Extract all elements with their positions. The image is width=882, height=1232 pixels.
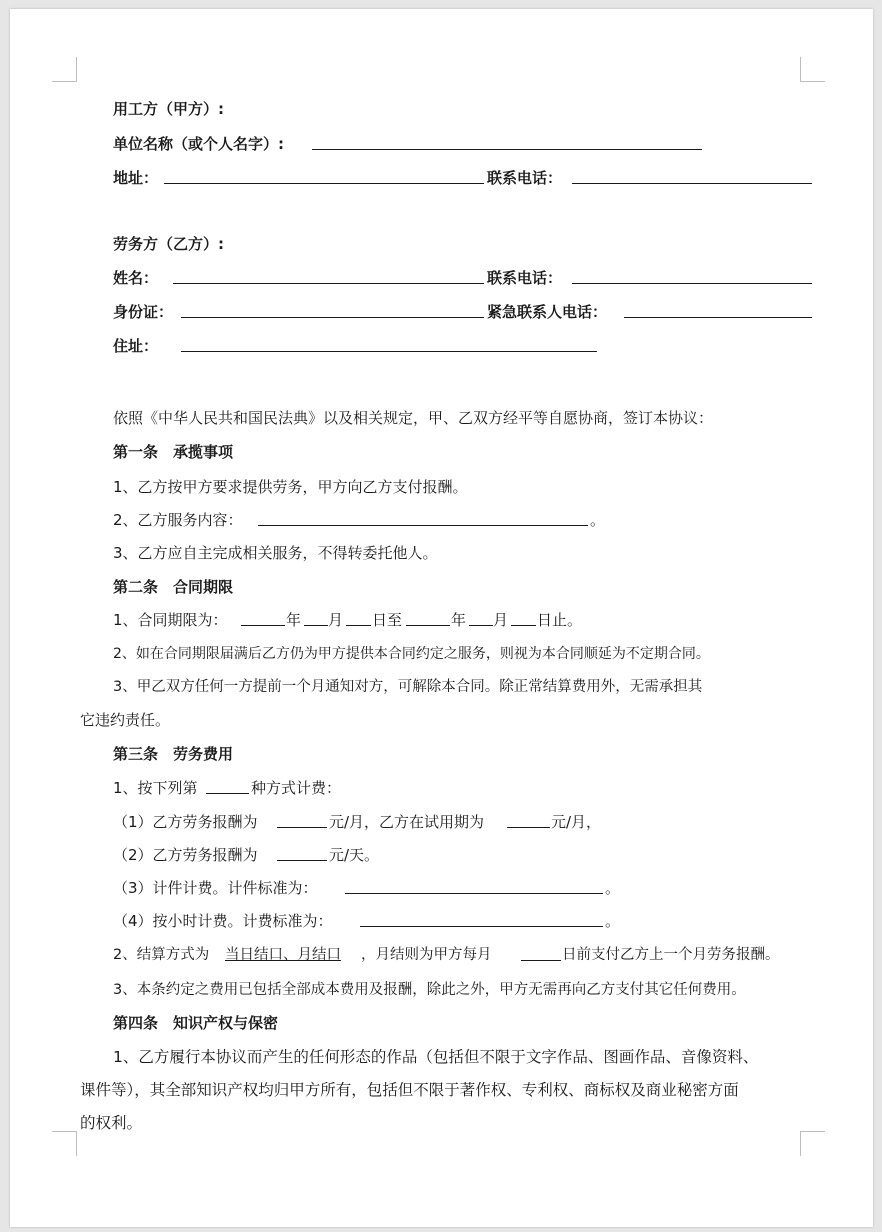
party-b-heading: 劳务方（乙方）: [113, 235, 224, 253]
payment-day-blank[interactable] [521, 945, 561, 961]
article-1-item-2-label: 2、乙方服务内容： [113, 511, 243, 529]
article-4-item-1-line-3: 的权利。 [80, 1114, 143, 1132]
billing-method-blank[interactable] [206, 778, 249, 794]
piece-rate-blank[interactable] [345, 878, 603, 894]
article-1-heading: 第一条 承揽事项 [113, 443, 234, 461]
end-year-unit: 年 [451, 611, 467, 629]
option-4-end: 。 [605, 912, 621, 930]
end-month-unit: 月 [493, 611, 509, 629]
monthly-pay-blank[interactable] [277, 812, 327, 828]
residence-label: 住址： [113, 337, 159, 355]
emergency-phone-blank[interactable] [624, 302, 812, 318]
article-1-item-3: 3、乙方应自主完成相关服务，不得转委托他人。 [113, 544, 438, 562]
article-1-item-2-end: 。 [590, 511, 606, 529]
start-month-unit: 月 [328, 611, 344, 629]
article-1-item-1: 1、乙方按甲方要求提供劳务，甲方向乙方支付报酬。 [113, 478, 468, 496]
name-label: 姓名： [113, 269, 159, 287]
settlement-method-options[interactable]: 当日结口、月结口 [225, 947, 341, 963]
article-3-item-2-middle: ，月结则为甲方每月 [361, 947, 492, 963]
start-year-blank[interactable] [241, 610, 285, 626]
hourly-rate-blank[interactable] [360, 911, 603, 927]
article-2-heading: 第二条 合同期限 [113, 578, 234, 596]
daily-pay-blank[interactable] [277, 845, 327, 861]
article-3-item-3: 3、本条约定之费用已包括全部成本费用及报酬，除此之外，甲方无需再向乙方支付其它任何费用。 [113, 982, 746, 998]
margin-corner-mark [800, 1131, 825, 1156]
start-year-unit: 年 [286, 611, 302, 629]
option-2-end: 元/天。 [329, 846, 380, 864]
article-3-item-1-end: 种方式计费： [251, 779, 342, 797]
option-3-label: （3）计件计费。计件标准为： [113, 879, 318, 897]
article-2-item-2: 2、如在合同期限届满后乙方仍为甲方提供本合同约定之服务，则视为本合同顺延为不定期合同。 [113, 646, 710, 662]
option-1-end: 元/月， [551, 813, 602, 831]
service-content-blank[interactable] [258, 510, 588, 526]
unit-name-label: 单位名称（或个人名字）: [113, 135, 284, 153]
start-month-blank[interactable] [304, 610, 328, 626]
article-3-item-1-label: 1、按下列第 [113, 779, 198, 797]
margin-corner-mark [800, 57, 825, 82]
article-3-item-2-label: 2、结算方式为 [113, 947, 210, 963]
start-day-blank[interactable] [346, 610, 371, 626]
phone-blank[interactable] [572, 168, 812, 184]
start-day-unit: 日至 [372, 611, 403, 629]
article-4-item-1-line-1: 1、乙方履行本协议而产生的任何形态的作品（包括但不限于文字作品、图画作品、音像资料、 [113, 1048, 759, 1066]
article-4-item-1-line-2: 课件等），其全部知识产权均归甲方所有，包括但不限于著作权、专利权、商标权及商业秘密方面 [80, 1081, 739, 1099]
article-2-item-1-label: 1、合同期限为： [113, 611, 228, 629]
option-4-label: （4）按小时计费。计费标准为： [113, 912, 333, 930]
residence-blank[interactable] [181, 336, 597, 352]
unit-name-blank[interactable] [312, 134, 702, 150]
margin-corner-mark [52, 57, 77, 82]
article-2-item-3-line-2: 它违约责任。 [80, 711, 171, 729]
id-card-label: 身份证： [113, 303, 174, 321]
party-b-phone-label: 联系电话： [487, 269, 563, 287]
option-1-label: （1）乙方劳务报酬为 [113, 813, 258, 831]
party-a-heading: 用工方（甲方）: [113, 100, 224, 118]
option-2-label: （2）乙方劳务报酬为 [113, 846, 258, 864]
option-3-end: 。 [605, 879, 621, 897]
id-card-blank[interactable] [181, 302, 484, 318]
name-blank[interactable] [173, 268, 484, 284]
article-2-item-3-line-1: 3、甲乙双方任何一方提前一个月通知对方，可解除本合同。除正常结算费用外，无需承担其 [113, 679, 703, 695]
article-3-heading: 第三条 劳务费用 [113, 745, 234, 763]
probation-pay-blank[interactable] [507, 812, 550, 828]
party-b-phone-blank[interactable] [572, 268, 812, 284]
end-year-blank[interactable] [406, 610, 450, 626]
address-label: 地址： [113, 169, 159, 187]
end-day-unit: 日止。 [537, 611, 583, 629]
margin-corner-mark [52, 1131, 77, 1156]
option-1-middle: 元/月，乙方在试用期为 [329, 813, 485, 831]
end-day-blank[interactable] [511, 610, 536, 626]
emergency-phone-label: 紧急联系人电话： [487, 303, 608, 321]
article-3-item-2-end: 日前支付乙方上一个月劳务报酬。 [562, 947, 780, 963]
article-4-heading: 第四条 知识产权与保密 [113, 1014, 279, 1032]
end-month-blank[interactable] [469, 610, 493, 626]
phone-label: 联系电话： [487, 169, 563, 187]
address-blank[interactable] [164, 168, 484, 184]
intro-text: 依照《中华人民共和国民法典》以及相关规定，甲、乙双方经平等自愿协商，签订本协议： [113, 409, 714, 427]
